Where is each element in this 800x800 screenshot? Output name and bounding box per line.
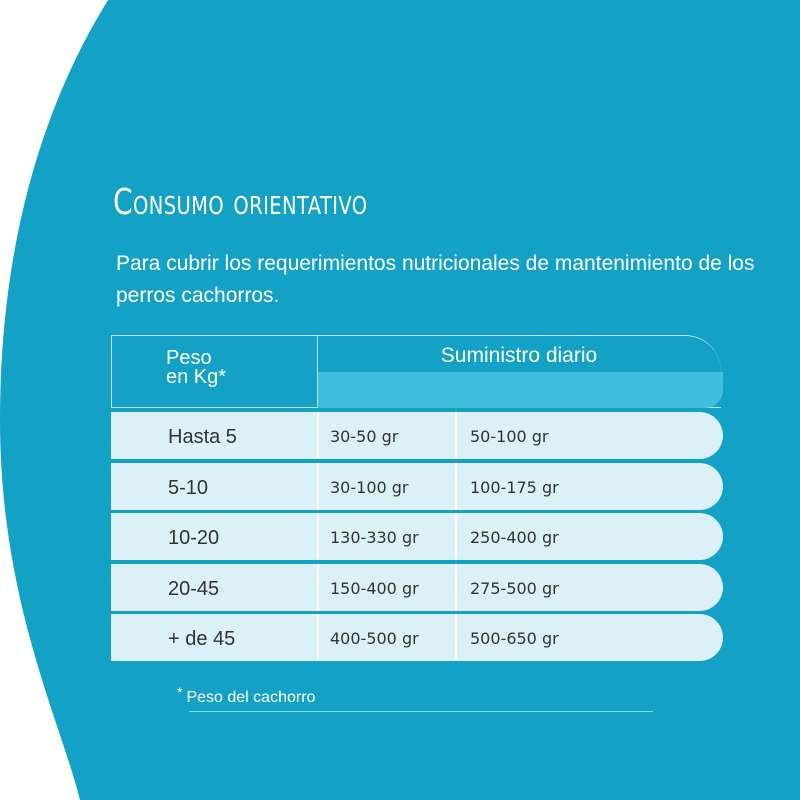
row-supply-a: 130-330 gr <box>330 528 419 547</box>
header-weight-line1: Peso <box>166 347 212 369</box>
row-divider <box>317 614 319 661</box>
row-supply-b: 500-650 gr <box>470 629 559 648</box>
row-supply-b: 100-175 gr <box>470 478 559 497</box>
header-weight-line2: en Kg* <box>166 366 227 388</box>
row-weight: + de 45 <box>168 628 236 650</box>
row-supply-a: 30-100 gr <box>330 478 409 497</box>
row-weight: Hasta 5 <box>168 426 237 448</box>
row-supply-b: 275-500 gr <box>470 579 559 598</box>
consumption-table <box>111 335 723 663</box>
table-row <box>111 564 723 611</box>
row-divider <box>455 614 457 661</box>
row-weight: 20-45 <box>168 578 220 600</box>
header-band <box>318 372 723 408</box>
footnote-marker: * <box>177 684 183 700</box>
row-supply-a: 150-400 gr <box>330 579 419 598</box>
header-daily-supply: Suministro diario <box>440 344 598 367</box>
row-divider <box>455 412 457 459</box>
row-divider <box>317 412 319 459</box>
footnote <box>177 684 315 707</box>
header-weight <box>166 349 226 387</box>
row-divider <box>455 564 457 611</box>
row-divider <box>317 463 319 510</box>
row-weight: 5-10 <box>168 477 209 499</box>
table-row <box>111 412 723 459</box>
page-subtitle: Para cubrir los requerimientos nutricionales de mantenimiento de los perros cachorros. <box>116 252 755 307</box>
row-divider <box>317 513 319 560</box>
table-row <box>111 614 723 661</box>
row-weight: 10-20 <box>168 527 220 549</box>
footnote-rule <box>189 711 653 712</box>
row-divider <box>455 513 457 560</box>
row-divider <box>455 463 457 510</box>
table-row <box>111 513 723 560</box>
page-title: Consumo orientativo <box>113 182 368 223</box>
table-row <box>111 463 723 510</box>
footnote-text: Peso del cachorro <box>186 689 316 706</box>
row-supply-b: 50-100 gr <box>470 427 549 446</box>
row-supply-b: 250-400 gr <box>470 528 559 547</box>
row-divider <box>317 564 319 611</box>
row-supply-a: 30-50 gr <box>330 427 399 446</box>
row-supply-a: 400-500 gr <box>330 629 419 648</box>
